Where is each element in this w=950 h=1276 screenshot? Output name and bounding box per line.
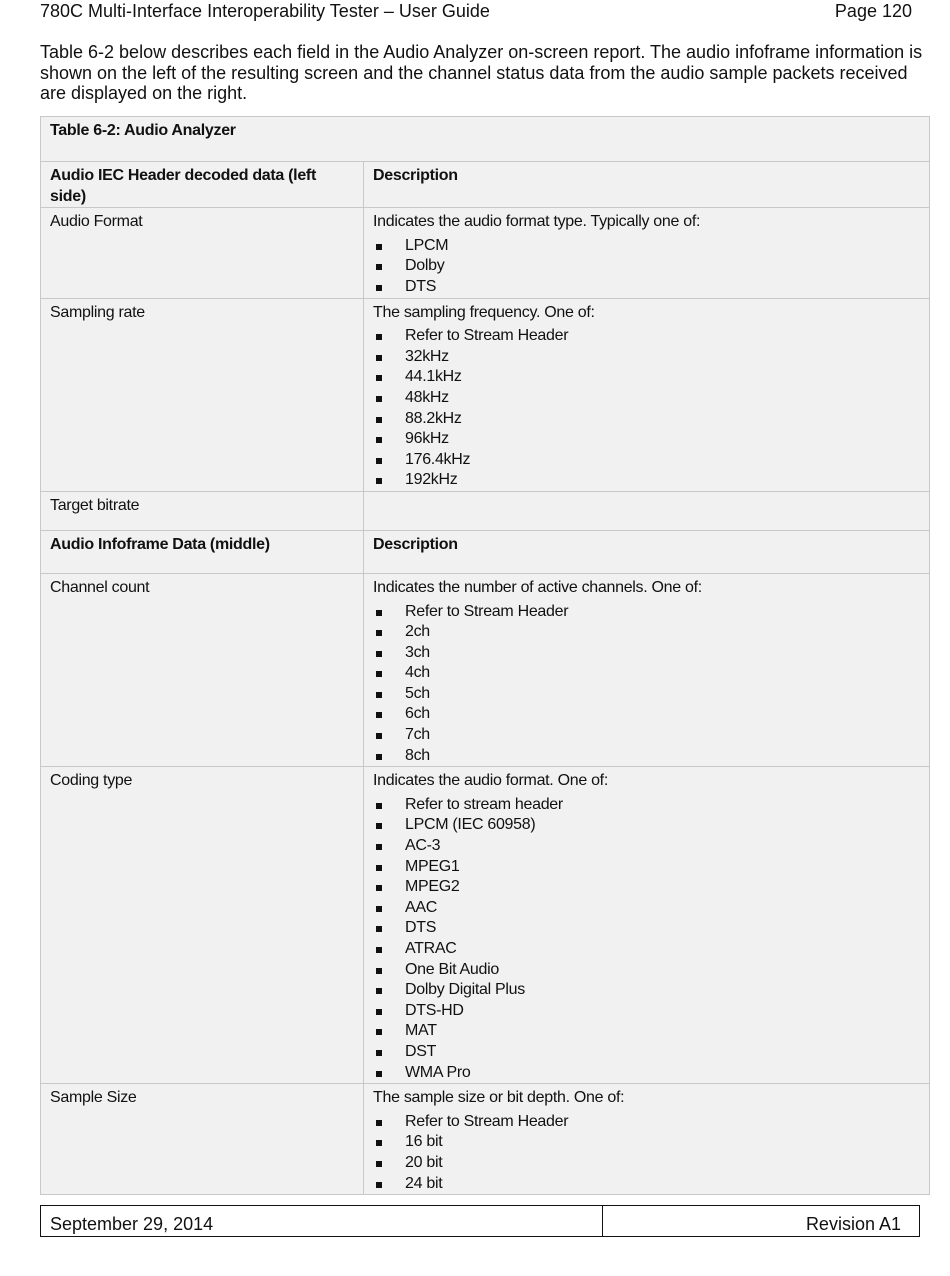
option-item: 96kHz [373,429,920,450]
option-item: 6ch [373,704,920,725]
option-list [373,795,920,1083]
option-item: MAT [373,1021,920,1042]
column-header-description: Description [364,162,930,208]
option-item: DTS [373,918,920,939]
table-row [41,208,930,298]
column-header-description: Description [364,530,930,573]
option-item: 16 bit [373,1132,920,1153]
option-item: Refer to stream header [373,795,920,816]
option-item: DTS [373,277,920,298]
option-item: LPCM [373,236,920,257]
option-list [373,602,920,767]
option-item: Dolby Digital Plus [373,980,920,1001]
option-item: LPCM (IEC 60958) [373,815,920,836]
option-item: 5ch [373,684,920,705]
page-number: Page 120 [834,1,912,21]
footer-date: September 29, 2014 [41,1206,603,1236]
field-name: Sampling rate [41,298,364,491]
option-item: 2ch [373,622,920,643]
table-row [41,491,930,530]
option-item: AAC [373,898,920,919]
footer-revision: Revision A1 [805,1214,901,1234]
option-item: ATRAC [373,939,920,960]
field-name: Audio Format [41,208,364,298]
option-item: Refer to Stream Header [373,1112,920,1133]
option-item: DST [373,1042,920,1063]
option-list [373,236,920,298]
option-item: 176.4kHz [373,450,920,471]
column-header-field: Audio IEC Header decoded data (left side) [41,162,364,208]
option-list [373,1112,920,1194]
field-description-cell [364,208,930,298]
option-item: DTS-HD [373,1001,920,1022]
field-description-cell [364,298,930,491]
table-row [41,767,930,1084]
section-header-row [41,530,930,573]
option-item: 7ch [373,725,920,746]
option-item: AC-3 [373,836,920,857]
field-description: The sample size or bit depth. One of: [373,1089,625,1107]
option-item: Refer to Stream Header [373,326,920,347]
option-list [373,326,920,491]
field-description: Indicates the number of active channels. One of: [373,578,702,596]
option-item: MPEG2 [373,877,920,898]
field-description-cell [364,573,930,766]
option-item: MPEG1 [373,857,920,878]
option-item: 4ch [373,663,920,684]
field-description: Indicates the audio format type. Typically one of: [373,213,701,231]
field-name: Sample Size [41,1084,364,1195]
option-item: Dolby [373,256,920,277]
audio-analyzer-table [40,116,930,1195]
intro-paragraph: Table 6-2 below describes each field in the Audio Analyzer on-screen report. The audio infoframe information is shown on the left of the resulting screen and the channel status data from the audio sample packets received are displayed on the right. [40,42,923,103]
option-item: Refer to Stream Header [373,602,920,623]
field-name: Coding type [41,767,364,1084]
document-title: 780C Multi-Interface Interoperability Tester – User Guide [40,1,490,21]
field-description-cell [364,767,930,1084]
table-title-row [41,117,930,162]
field-name: Channel count [41,573,364,766]
option-item: 44.1kHz [373,367,920,388]
section-header-row [41,162,930,208]
option-item: 20 bit [373,1153,920,1174]
field-description: Indicates the audio format. One of: [373,772,608,790]
option-item: 48kHz [373,388,920,409]
field-name: Target bitrate [41,491,364,530]
option-item: 8ch [373,746,920,767]
table-title: Table 6-2: Audio Analyzer [41,117,930,162]
option-item: 32kHz [373,347,920,368]
option-item: 88.2kHz [373,409,920,430]
option-item: 3ch [373,643,920,664]
option-item: 192kHz [373,470,920,491]
field-description-cell [364,1084,930,1195]
column-header-field: Audio Infoframe Data (middle) [41,530,364,573]
field-description: The sampling frequency. One of: [373,303,595,321]
option-item: 24 bit [373,1174,920,1195]
field-description-cell [364,491,930,530]
table-row [41,573,930,766]
page-footer [40,1205,920,1237]
page-header [40,0,912,24]
table-row [41,1084,930,1195]
option-item: WMA Pro [373,1063,920,1084]
table-row [41,298,930,491]
option-item: One Bit Audio [373,960,920,981]
